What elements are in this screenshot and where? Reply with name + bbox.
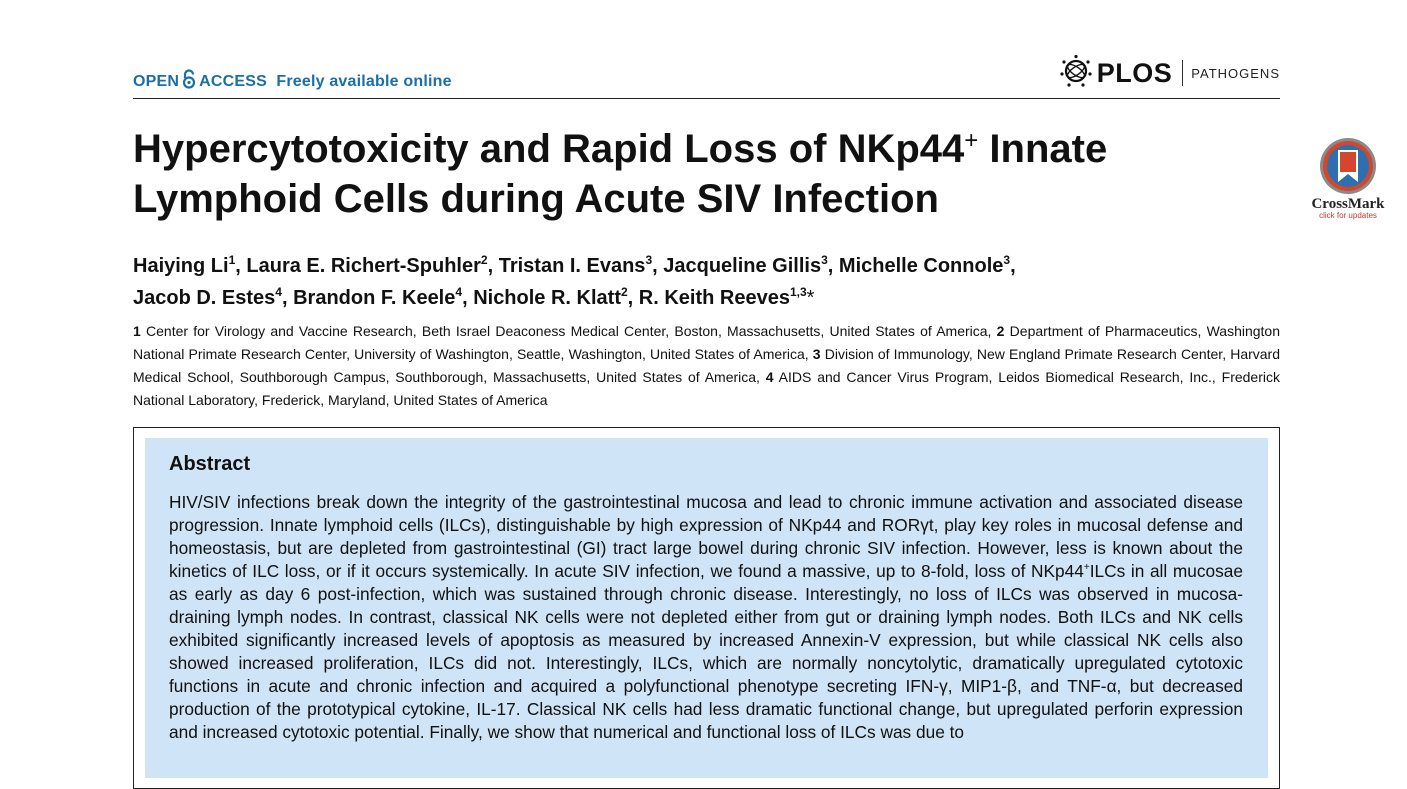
author-separator: ,: [827, 255, 839, 277]
open-access-banner: [133, 69, 452, 94]
plos-mark-icon: [1059, 54, 1093, 93]
author: [663, 255, 839, 277]
author-separator: ,: [627, 287, 639, 309]
author-separator: ,: [1010, 255, 1016, 277]
access-label: ACCESS: [199, 73, 268, 90]
open-lock-icon: [182, 69, 196, 94]
affiliation-text: Center for Virology and Vaccine Research, Beth Israel Deaconess Medical Center, Boston, Massachusetts, United States of America,: [146, 323, 997, 339]
publisher-name: PLOS: [1096, 57, 1173, 88]
abstract-text: [169, 491, 1243, 744]
author-affiliation-number: 2: [620, 285, 628, 299]
author-name: R. Keith Reeves: [638, 287, 790, 309]
affiliation-list: [133, 320, 1280, 412]
journal-header: [133, 58, 1280, 99]
author: [133, 255, 246, 277]
author-affiliation-number: 3: [821, 253, 828, 267]
author-separator: ,: [235, 255, 247, 277]
abstract-heading: Abstract: [169, 453, 251, 475]
author-affiliation-number: 3: [1003, 253, 1011, 267]
author-separator: ,: [281, 287, 294, 309]
crossmark-badge[interactable]: [1300, 136, 1396, 220]
author: [499, 255, 664, 277]
crossmark-name: CrossMark: [1311, 196, 1385, 212]
author-name: Jacqueline Gillis: [663, 255, 822, 277]
author-affiliation-number: 4: [275, 285, 282, 299]
author-affiliation-number: 1: [228, 253, 236, 267]
affiliation-number: 1: [133, 323, 141, 339]
author-name: Laura E. Richert-Spuhler: [246, 255, 481, 277]
author-separator: ,: [487, 255, 499, 277]
logo-divider: [1182, 60, 1183, 86]
title-superscript: +: [964, 127, 979, 154]
affiliation-text: Department of Pharmaceutics, Washington National Primate Research Center, University of Washington, Seattle, Washington, United States of America,: [133, 323, 1281, 362]
title-part-2: Innate Lymphoid Cells during Acute SIV Infection: [133, 127, 1108, 221]
crossmark-icon: [1300, 136, 1396, 201]
author: [473, 287, 639, 309]
author-separator: *: [806, 287, 815, 309]
author: [839, 255, 1016, 277]
abstract-superscript: +: [1083, 562, 1090, 573]
author-name: Michelle Connole: [838, 255, 1004, 277]
author-affiliation-number: 1,3: [789, 285, 807, 299]
crossmark-subtext: click for updates: [1319, 211, 1377, 220]
abstract-text-b: ILCs in all mucosae as early as day 6 post-infection, which was sustained through chronic disease. Interestingly, no loss of ILCs was observed in mucosa-draining lymph nodes. In contrast, classical NK cells were not depleted either from gut or draining lymph nodes. Both ILCs and NK cells exhibited significantly increased levels of apoptosis as measured by increased Annexin-V expression, but while classical NK cells also showed increased proliferation, ILCs did not. Interestingly, ILCs, which are normally noncytolytic, dramatically upregulated cytotoxic functions in acute and chronic infection and acquired a polyfunctional phenotype secreting IFN-γ, MIP1-β, and TNF-α, but decreased production of the prototypical cytokine, IL-17. Classical NK cells had less dramatic functional change, but upregulated perforin expression and increased cytotoxic potential. Finally, we show that numerical and functional loss of ILCs was due to: [169, 561, 1243, 742]
author-separator: ,: [652, 255, 664, 277]
open-label: OPEN: [133, 73, 180, 90]
abstract-text-a: HIV/SIV infections break down the integrity of the gastrointestinal mucosa and lead to chronic immune activation and associated disease progression. Innate lymphoid cells (ILCs), distinguishable by high expression of NKp44 and RORγt, play key roles in mucosal defense and homeostasis, but are depleted from gastrointestinal (GI) tract large bowel during chronic SIV infection. However, less is known about the kinetics of ILC loss, or if it occurs systemically. In acute SIV infection, we found a massive, up to 8-fold, loss of NKp44: [169, 492, 1243, 581]
author-name: Jacob D. Estes: [133, 287, 276, 309]
affiliation-text: AIDS and Cancer Virus Program, Leidos Biomedical Research, Inc., Frederick National Laboratory, Frederick, Maryland, United States of America: [133, 369, 1280, 408]
author-name: Haiying Li: [133, 255, 229, 277]
availability-label: Freely available online: [276, 73, 452, 90]
journal-name: PATHOGENS: [1191, 65, 1280, 81]
affiliation-number: 3: [812, 346, 821, 362]
author: [246, 255, 498, 277]
author-name: Brandon F. Keele: [293, 287, 456, 309]
title-part-1: Hypercytotoxicity and Rapid Loss of NKp44: [133, 127, 965, 171]
author-separator: ,: [462, 287, 474, 309]
author-name: Tristan I. Evans: [498, 255, 646, 277]
affiliation-number: 4: [765, 369, 774, 385]
author-affiliation-number: 2: [480, 253, 488, 267]
author: [133, 287, 293, 309]
article-title: [133, 124, 1243, 224]
author-list: [133, 250, 1233, 314]
plos-logo: [1059, 58, 1280, 88]
author-affiliation-number: 3: [645, 253, 653, 267]
author-affiliation-number: 4: [455, 285, 463, 299]
author: [293, 287, 473, 309]
affiliation-number: 2: [996, 323, 1005, 339]
author: [639, 287, 815, 309]
affiliation-text: Division of Immunology, New England Primate Research Center, Harvard Medical School, Southborough Campus, Southborough, Massachusetts, United States of America,: [133, 346, 1281, 385]
author-name: Nichole R. Klatt: [473, 287, 621, 309]
